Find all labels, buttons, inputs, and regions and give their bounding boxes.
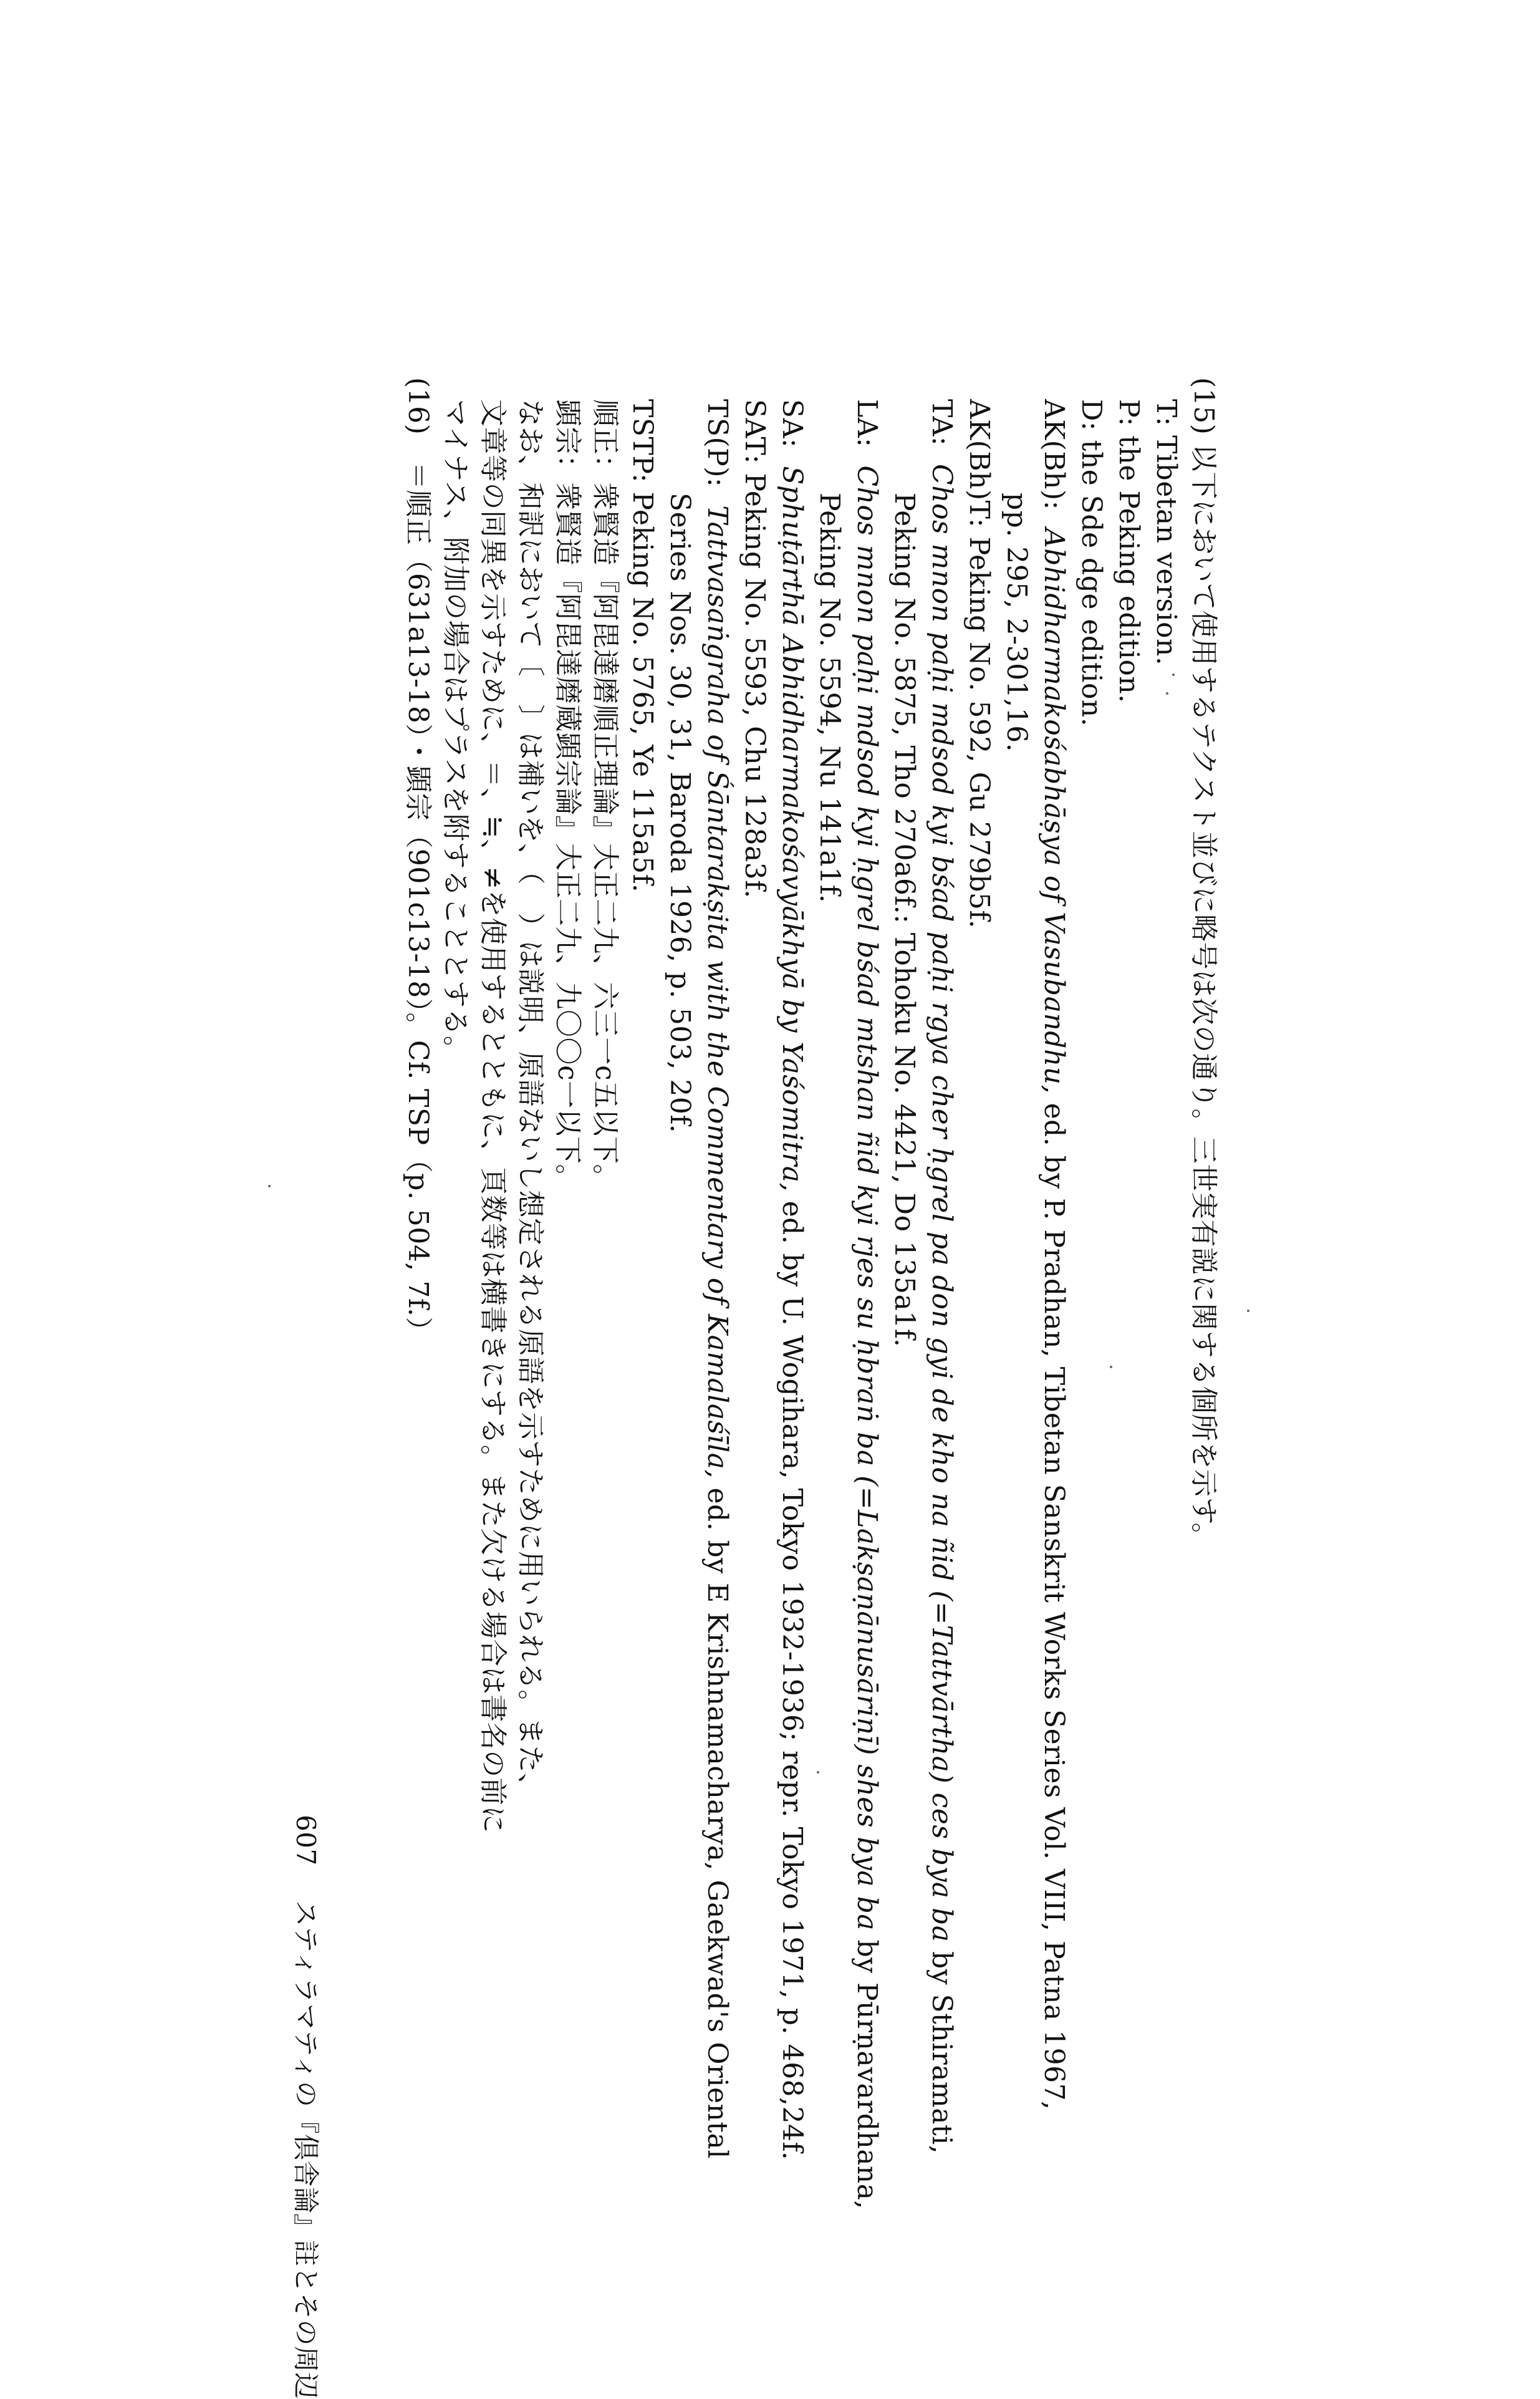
note-16-number: (16) [402, 377, 434, 435]
note-15-intro: 以下において使用するテクスト並びに略号は次の通り。三世実有説に関する個所を示す。 [1188, 443, 1220, 1551]
entry-tsp: TSTP: Peking No. 5765, Ye 115a5f. [627, 399, 658, 893]
entry-sa [773, 399, 811, 2160]
entry-la-cont: Peking No. 5594, Nu 141a1f. [814, 493, 845, 904]
entry-key: SA: [776, 399, 808, 448]
scan-speck [1172, 673, 1175, 676]
entry-junsho: 順正：衆賢造『阿毘達磨順正理論』大正二九、六三一c五以下。 [589, 399, 621, 1192]
scan-speck [268, 1185, 271, 1187]
entry-ts-p [698, 399, 736, 2159]
entry-key: TA: [926, 399, 958, 446]
entry-title: Tattvasaṅgraha of Śāntarakṣita with the Commentary of Kamalaśīla, [701, 505, 733, 1479]
entry-ak-bh-cont: pp. 295, 2-301,16. [1001, 493, 1032, 753]
scan-speck [1166, 692, 1168, 695]
entry-kenshu: 顕宗：衆賢造『阿毘達磨蔵顕宗論』大正二九、九〇〇c一以下。 [552, 399, 584, 1192]
abbrev-p [1110, 399, 1147, 703]
abbrev-text: the Sde dge edition. [1076, 440, 1107, 727]
entry-rest: ed. by E Krishnamacharya, Gaekwad's Oriental [701, 1479, 733, 2159]
running-header [287, 1815, 324, 2399]
entry-key: AK(Bh): [1038, 399, 1070, 510]
entry-rest: by Pūrṇavardhana, [851, 1931, 883, 2209]
entry-title: Abhidharmakośabhāṣya of Vasubandhu, [1038, 528, 1070, 1094]
entry-ak-bh-t: AK(Bh)T: Peking No. 592, Gu 279b5f. [963, 399, 995, 929]
entry-rest: by Sthiramati, [926, 1942, 958, 2155]
entry-key: LA: [851, 399, 883, 448]
remark-line-1: なお、和訳において〔 〕は補いを、（ ）は説明、原語ないし想定される原語を示すために用いられる。また、 [514, 399, 546, 1801]
note-15-number: (15) [1188, 377, 1220, 435]
entry-rest: ed. by U. Wogihara, Tokyo 1932-1936; repr. Tokyo 1971, p. 468,24f. [776, 1192, 808, 2161]
scan-speck [817, 1771, 819, 1774]
abbrev-text: the Peking edition. [1113, 435, 1145, 703]
abbrev-key: T: [1150, 399, 1182, 427]
scan-speck [1247, 1310, 1249, 1312]
scan-speck [1110, 1366, 1112, 1368]
remark-line-2: 文章等の同異を示すために、＝、≒、≠を使用するとともに、頁数等は横書きにする。また欠ける場合は書名の前に [477, 399, 509, 1833]
entry-title: Chos mnon paḥi mdsod kyi bśad paḥi rgya cher ḥgrel pa don gyi de kho na ñid (=Tattvārtha) ces bya ba [926, 464, 958, 1943]
page-number: 607 [291, 1815, 321, 1866]
note-15-heading [1185, 377, 1222, 1550]
entry-ak-bh [1035, 399, 1072, 2110]
entry-ts-p-cont: Series Nos. 30, 31, Baroda 1926, p. 503, 20f. [664, 493, 696, 1134]
entry-title: Sphuṭārthā Abhidharmakośavyākhyā by Yaśomitra, [776, 466, 808, 1192]
entry-sat: SAT: Peking No. 5593, Chu 128a3f. [739, 399, 771, 899]
note-16-text: ＝順正（631a13-18）・顕宗（901c13-18）。Cf. TSP（p. 504, 7f.） [402, 461, 434, 1345]
entry-ta [923, 399, 960, 2154]
abbrev-d [1072, 399, 1110, 726]
entry-rest: ed. by P. Pradhan, Tibetan Sanskrit Works Series Vol. VIII, Patna 1967, [1038, 1094, 1070, 2110]
remark-line-3: マイナス、附加の場合はプラスを附することとする。 [440, 399, 471, 1064]
note-16 [399, 377, 436, 1344]
entry-key: TS(P): [701, 399, 733, 488]
abbrev-key: D: [1076, 399, 1107, 432]
entry-la [848, 399, 885, 2209]
abbrev-text: Tibetan version. [1150, 435, 1182, 666]
running-title: スティラマティの『倶舎論』註とその周辺 [291, 1900, 321, 2399]
entry-title: Chos mnon paḥi mdsod kyi ḥgrel bśad mtshan ñid kyi rjes su ḥbraṅ ba (=Lakṣaṇānusāriṇī) shes bya ba [851, 465, 883, 1931]
abbrev-t [1147, 399, 1185, 665]
abbrev-key: P: [1113, 399, 1145, 427]
entry-ta-cont: Peking No. 5875, Tho 270a6f.: Tohoku No. 4421, Do 135a1f. [888, 493, 920, 1348]
